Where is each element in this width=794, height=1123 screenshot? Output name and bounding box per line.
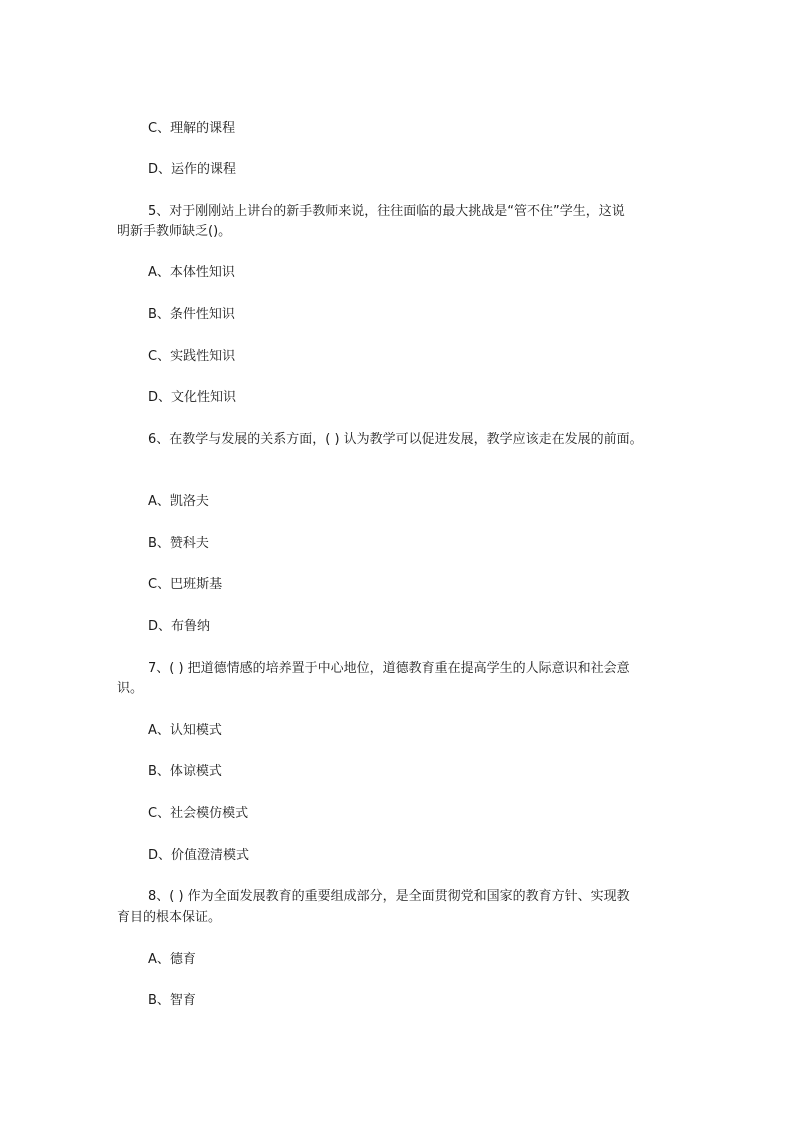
option-a-q8: A、德育 [148, 952, 196, 967]
question-7-line-1: 7、( ) 把道德情感的培养置于中心地位，道德教育重在提高学生的人际意识和社会意 [148, 661, 630, 676]
question-7-line-2: 识。 [117, 681, 144, 696]
question-5-line-1: 5、对于刚刚站上讲台的新手教师来说，往往面临的最大挑战是“管不住”学生，这说 [148, 204, 625, 219]
option-b-q8: B、智育 [148, 993, 196, 1008]
question-5-line-2: 明新手教师缺乏()。 [117, 224, 232, 239]
option-c-q6: C、巴班斯基 [148, 577, 223, 592]
option-d-q5: D、文化性知识 [148, 390, 237, 405]
question-8-line-2: 育目的根本保证。 [117, 910, 222, 925]
question-8-line-1: 8、( ) 作为全面发展教育的重要组成部分，是全面贯彻党和国家的教育方针、实现教 [148, 889, 630, 904]
option-a-q7: A、认知模式 [148, 723, 222, 738]
option-d-q6: D、布鲁纳 [148, 619, 211, 634]
option-d-q7: D、价值澄清模式 [148, 848, 250, 863]
option-a-q5: A、本体性知识 [148, 265, 235, 280]
option-d-q4: D、运作的课程 [148, 162, 237, 177]
option-a-q6: A、凯洛夫 [148, 494, 209, 509]
option-b-q6: B、赞科夫 [148, 536, 209, 551]
question-6-line-1: 6、在教学与发展的关系方面，( ) 认为教学可以促进发展，教学应该走在发展的前面。 [148, 432, 643, 447]
option-b-q5: B、条件性知识 [148, 307, 235, 322]
option-c-q7: C、社会模仿模式 [148, 806, 249, 821]
option-b-q7: B、体谅模式 [148, 764, 222, 779]
option-c-q5: C、实践性知识 [148, 349, 236, 364]
option-c-q4: C、理解的课程 [148, 121, 236, 136]
